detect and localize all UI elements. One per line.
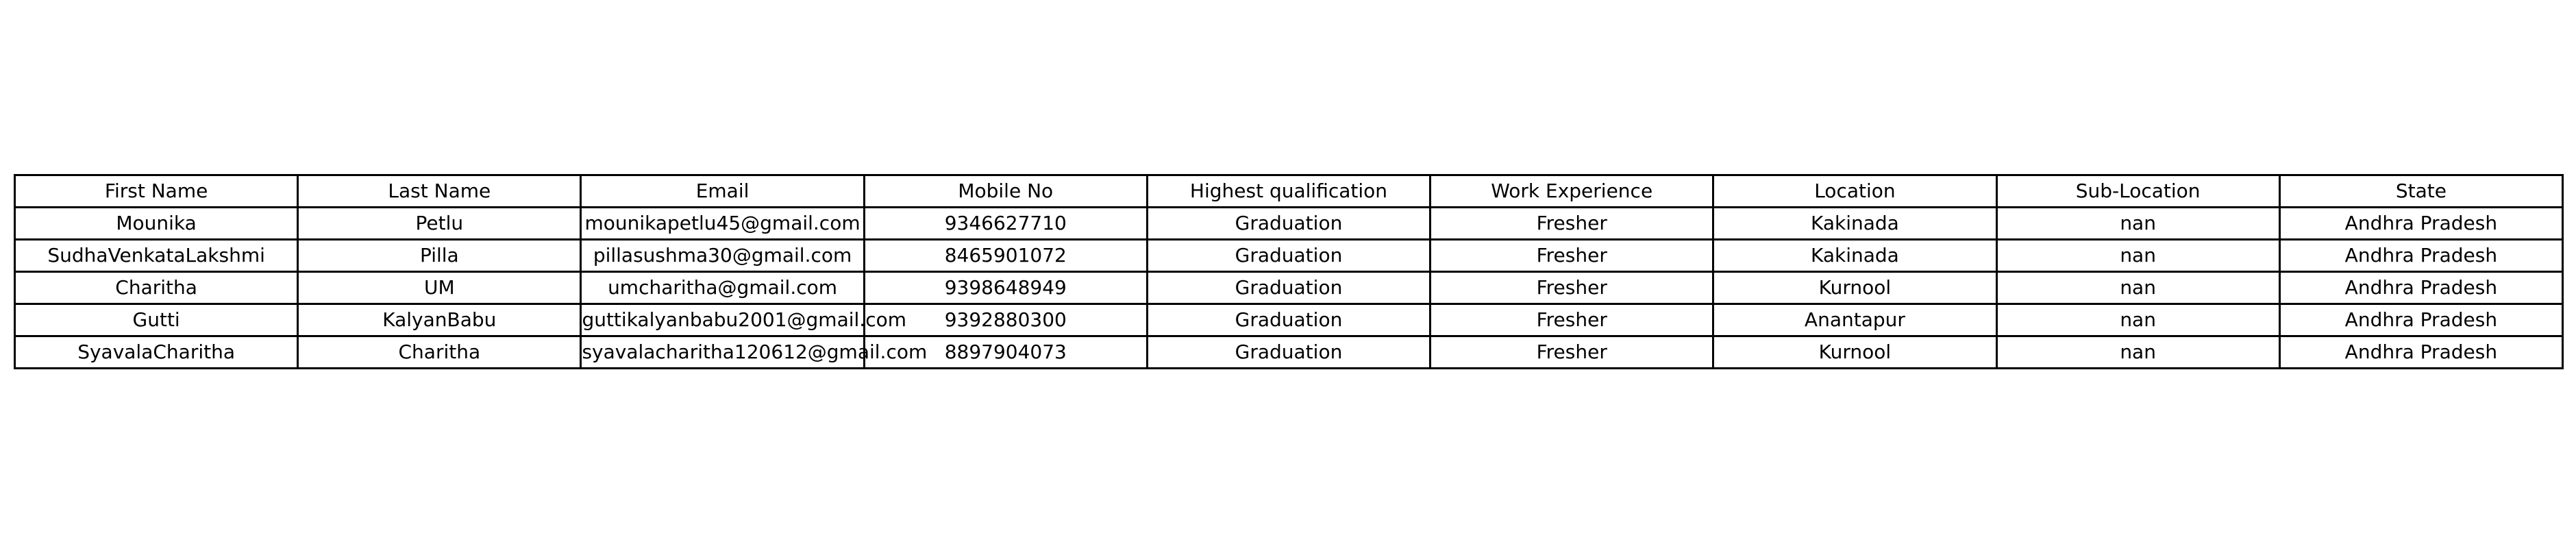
cell-highest-qualification: Graduation <box>1147 336 1430 369</box>
cell-mobile-no: 9398648949 <box>864 272 1147 304</box>
table-row <box>15 304 2563 336</box>
cell-mobile-no: 9392880300 <box>864 304 1147 336</box>
cell-state: Andhra Pradesh <box>2279 272 2562 304</box>
cell-sub-location: nan <box>1996 240 2279 272</box>
cell-highest-qualification: Graduation <box>1147 240 1430 272</box>
data-table-container <box>14 174 2564 369</box>
cell-first-name: Mounika <box>15 208 298 240</box>
cell-email: pillasushma30@gmail.com <box>581 240 864 272</box>
cell-first-name: Charitha <box>15 272 298 304</box>
cell-state: Andhra Pradesh <box>2279 304 2562 336</box>
cell-sub-location: nan <box>1996 272 2279 304</box>
header-work-experience: Work Experience <box>1431 175 1713 208</box>
table-row <box>15 272 2563 304</box>
cell-last-name: Pilla <box>298 240 581 272</box>
header-first-name: First Name <box>15 175 298 208</box>
cell-last-name: Charitha <box>298 336 581 369</box>
cell-location: Kakinada <box>1713 240 1996 272</box>
header-email: Email <box>581 175 864 208</box>
cell-last-name: KalyanBabu <box>298 304 581 336</box>
cell-first-name: SudhaVenkataLakshmi <box>15 240 298 272</box>
table-row <box>15 240 2563 272</box>
data-table <box>14 174 2564 369</box>
cell-location: Kurnool <box>1713 336 1996 369</box>
header-location: Location <box>1713 175 1996 208</box>
cell-work-experience: Fresher <box>1431 208 1713 240</box>
header-highest-qualification: Highest qualification <box>1147 175 1430 208</box>
cell-work-experience: Fresher <box>1431 272 1713 304</box>
cell-work-experience: Fresher <box>1431 304 1713 336</box>
table-row <box>15 208 2563 240</box>
cell-state: Andhra Pradesh <box>2279 208 2562 240</box>
cell-work-experience: Fresher <box>1431 240 1713 272</box>
cell-state: Andhra Pradesh <box>2279 240 2562 272</box>
header-row <box>15 175 2563 208</box>
cell-work-experience: Fresher <box>1431 336 1713 369</box>
cell-highest-qualification: Graduation <box>1147 272 1430 304</box>
cell-highest-qualification: Graduation <box>1147 208 1430 240</box>
header-state: State <box>2279 175 2562 208</box>
cell-email: mounikapetlu45@gmail.com <box>581 208 864 240</box>
cell-mobile-no: 8897904073 <box>864 336 1147 369</box>
cell-sub-location: nan <box>1996 304 2279 336</box>
header-last-name: Last Name <box>298 175 581 208</box>
header-sub-location: Sub-Location <box>1996 175 2279 208</box>
cell-sub-location: nan <box>1996 336 2279 369</box>
cell-email: umcharitha@gmail.com <box>581 272 864 304</box>
cell-location: Kurnool <box>1713 272 1996 304</box>
cell-highest-qualification: Graduation <box>1147 304 1430 336</box>
cell-email: guttikalyanbabu2001@gmail.com <box>581 304 864 336</box>
cell-sub-location: nan <box>1996 208 2279 240</box>
header-mobile-no: Mobile No <box>864 175 1147 208</box>
cell-location: Anantapur <box>1713 304 1996 336</box>
table-row <box>15 336 2563 369</box>
cell-mobile-no: 9346627710 <box>864 208 1147 240</box>
cell-state: Andhra Pradesh <box>2279 336 2562 369</box>
cell-mobile-no: 8465901072 <box>864 240 1147 272</box>
cell-last-name: UM <box>298 272 581 304</box>
cell-location: Kakinada <box>1713 208 1996 240</box>
cell-first-name: SyavalaCharitha <box>15 336 298 369</box>
cell-email: syavalacharitha120612@gmail.com <box>581 336 864 369</box>
cell-first-name: Gutti <box>15 304 298 336</box>
cell-last-name: Petlu <box>298 208 581 240</box>
